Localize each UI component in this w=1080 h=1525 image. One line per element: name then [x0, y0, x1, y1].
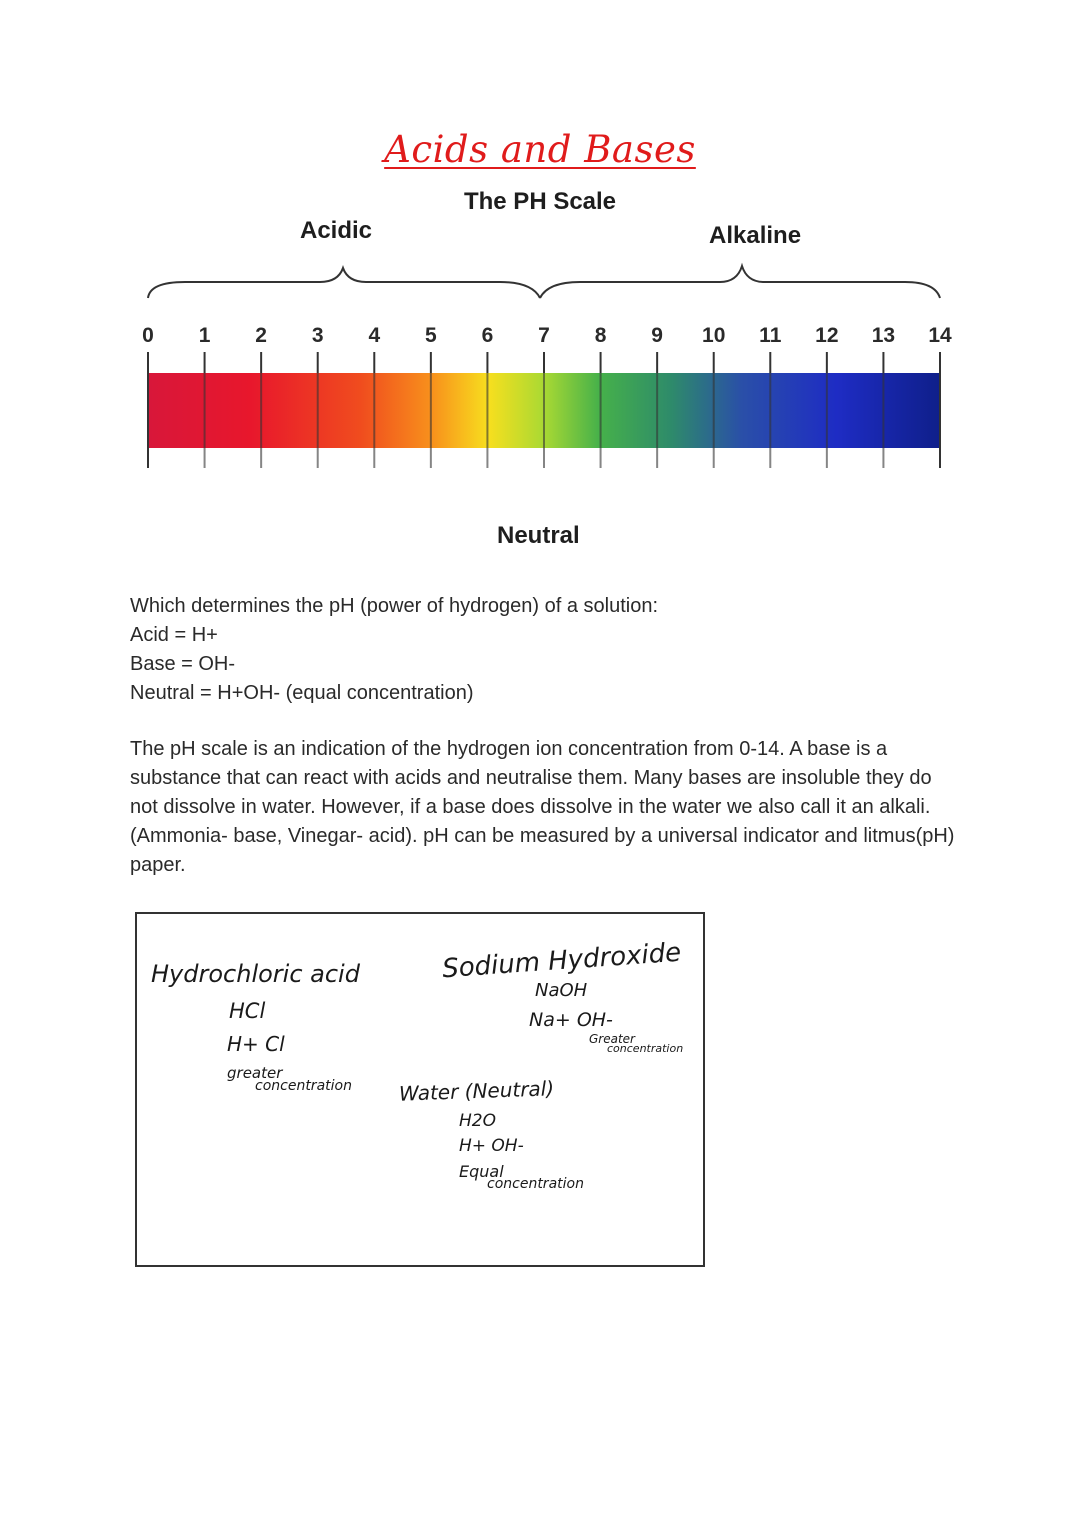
acid-ions: H+ Cl — [227, 1032, 285, 1056]
base-line: Base = OH- — [130, 653, 236, 675]
neutral-line: Neutral = H+OH- (equal concentration) — [130, 682, 474, 704]
tick-label: 0 — [142, 324, 154, 347]
acidic-label: Acidic — [300, 217, 373, 244]
tick-label: 5 — [425, 324, 437, 347]
base-ions: Na+ OH- — [529, 1009, 613, 1031]
tick-label: 13 — [871, 324, 896, 347]
water-equal: Equal — [459, 1162, 504, 1181]
alkaline-brace — [540, 266, 940, 298]
neutral-label: Neutral — [497, 522, 580, 549]
alkaline-label: Alkaline — [709, 222, 802, 249]
acid-name: Hydrochloric acid — [151, 960, 360, 988]
tick-label: 10 — [702, 324, 726, 347]
water-concentration: concentration — [487, 1176, 584, 1192]
acid-greater: greater — [227, 1064, 283, 1082]
ph-scale-heading: The PH Scale — [463, 188, 617, 215]
tick-label: 4 — [368, 324, 381, 347]
tick-label: 2 — [255, 324, 267, 347]
page-title: Acids and Bases — [384, 128, 696, 171]
tick-label: 3 — [311, 324, 324, 347]
ph-definition — [130, 592, 960, 708]
tick-label: 1 — [198, 324, 211, 347]
water-ions: H+ OH- — [459, 1136, 524, 1156]
tick-label: 7 — [538, 324, 550, 347]
water-formula: H2O — [459, 1111, 496, 1131]
tick-label: 6 — [481, 324, 494, 347]
ph-scale-diagram — [0, 250, 1080, 480]
tick-label: 11 — [759, 324, 782, 347]
acid-formula: HCl — [229, 999, 266, 1023]
intro-line: Which determines the pH (power of hydrogen) of a solution: — [130, 595, 659, 617]
water-name: Water (Neutral) — [398, 1076, 555, 1106]
tick-label: 12 — [815, 324, 839, 347]
base-greater: Greater — [589, 1032, 635, 1046]
tick-label: 14 — [928, 324, 952, 347]
acidic-brace — [148, 268, 540, 298]
ph-paragraph: The pH scale is an indication of the hydrogen ion concentration from 0-14. A base is a substance that can react with acids and neutralise them. Many bases are insoluble they do not dissolve in water. However, if a base does dissolve in the water we also call it an alkali. (Ammonia- base, Vinegar- acid). pH can be measured by a universal indicator and litmus(pH) paper. — [130, 738, 955, 876]
acid-line: Acid = H+ — [130, 624, 218, 646]
base-concentration: concentration — [607, 1042, 684, 1055]
acid-concentration: concentration — [255, 1078, 352, 1094]
base-formula: NaOH — [535, 980, 588, 1001]
tick-label: 8 — [594, 324, 607, 347]
tick-label: 9 — [651, 324, 663, 347]
handwritten-notes-box — [135, 912, 705, 1267]
base-name: Sodium Hydroxide — [441, 937, 683, 985]
